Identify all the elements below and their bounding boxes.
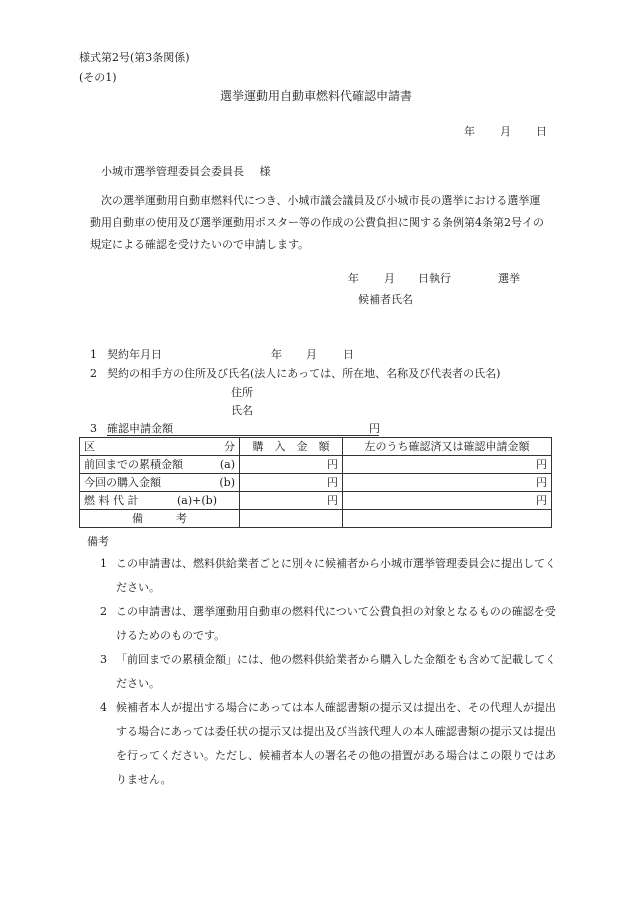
- note-item: [90, 552, 560, 600]
- addressee: [101, 166, 271, 177]
- row-label: 燃 料 代 計: [84, 494, 139, 507]
- item-3-amount-line: [107, 423, 379, 436]
- note-number: 2: [100, 605, 107, 618]
- form-number: 様式第2号(第3条関係): [79, 51, 190, 64]
- date-month: 月: [500, 125, 511, 138]
- note-item: [90, 648, 560, 696]
- addressee-honorific: 様: [259, 165, 271, 178]
- item-3-label: 確認申請金額: [107, 422, 173, 435]
- name-label: 氏名: [231, 404, 253, 417]
- item-1-year: 年: [271, 348, 282, 361]
- notes-section: [87, 532, 560, 792]
- fuel-cost-table: [79, 437, 552, 528]
- election-month: 月: [384, 272, 395, 285]
- note-number: 3: [100, 653, 107, 666]
- confirmed-amount-cell[interactable]: 円: [343, 492, 552, 510]
- row-label: 前回までの累積金額: [84, 458, 183, 471]
- purchase-amount-cell[interactable]: 円: [240, 492, 343, 510]
- note-text: この申請書は、燃料供給業者ごとに別々に候補者から小城市選挙管理委員会に提出してください。: [116, 557, 556, 594]
- table-header-confirmed-amount: 左のうち確認済又は確認申請金額: [343, 438, 552, 456]
- item-1-number: 1: [90, 348, 97, 361]
- row-label-cell: [80, 456, 240, 474]
- header-category-b: 分: [224, 440, 235, 453]
- remarks-row-label: 備 考: [80, 510, 240, 528]
- address-label: 住所: [231, 386, 253, 399]
- item-1-day: 日: [343, 348, 354, 361]
- remarks-cell[interactable]: [343, 510, 552, 528]
- table-row: [80, 492, 552, 510]
- item-3-number: 3: [90, 422, 97, 435]
- item-3-yen: 円: [369, 422, 380, 435]
- notes-heading: 備考: [87, 535, 109, 548]
- note-text: 候補者本人が提出する場合にあっては本人確認書類の提示又は提出を、その代理人が提出する場合にあっては委任状の提示又は提出及び当該代理人の本人確認書類の提示又は提出を行ってください。ただし、候補者本人の署名その他の措置がある場合はこの限りではありません。: [116, 701, 556, 786]
- note-item: [90, 600, 560, 648]
- note-number: 4: [100, 701, 107, 714]
- table-header-category: [80, 438, 240, 456]
- table-row: [80, 474, 552, 492]
- note-text: この申請書は、選挙運動用自動車の燃料代について公費負担の対象となるものの確認を受けるためのものです。: [116, 605, 556, 642]
- request-paragraph: 次の選挙運動用自動車燃料代につき、小城市議会議員及び小城市長の選挙における選挙運動用自動車の使用及び選挙運動用ポスター等の作成の公費負担に関する条例第4条第2号イの規定による確認を受けたいので申請します。: [90, 194, 544, 251]
- date-year: 年: [464, 125, 475, 138]
- addressee-text: 小城市選挙管理委員会委員長: [101, 165, 244, 178]
- item-1-label: 契約年月日: [107, 348, 162, 361]
- purchase-amount-cell[interactable]: 円: [240, 474, 343, 492]
- remarks-cell[interactable]: [240, 510, 343, 528]
- item-1-month: 月: [306, 348, 317, 361]
- header-category-a: 区: [84, 440, 95, 453]
- table-row: [80, 456, 552, 474]
- date-day: 日: [536, 125, 547, 138]
- form-sub-number: (その1): [79, 71, 117, 84]
- note-text: 「前回までの累積金額」には、他の燃料供給業者から購入した金額をも含めて記載してください。: [116, 653, 556, 690]
- row-mark: (b): [219, 476, 235, 489]
- election-day-held: 日執行: [418, 272, 451, 285]
- row-label-cell: [80, 474, 240, 492]
- confirmed-amount-cell[interactable]: 円: [343, 474, 552, 492]
- purchase-amount-cell[interactable]: 円: [240, 456, 343, 474]
- table-remarks-row: [80, 510, 552, 528]
- row-label-cell: [80, 492, 240, 510]
- item-2-number: 2: [90, 367, 97, 380]
- note-number: 1: [100, 557, 107, 570]
- table-header-row: [80, 438, 552, 456]
- note-item: [90, 696, 560, 792]
- election-year: 年: [348, 272, 359, 285]
- document-title: 選挙運動用自動車燃料代確認申請書: [220, 89, 413, 103]
- row-mark: (a)+(b): [177, 494, 217, 507]
- table-header-purchase-amount: 購 入 金 額: [240, 438, 343, 456]
- confirmed-amount-cell[interactable]: 円: [343, 456, 552, 474]
- candidate-name-label: 候補者氏名: [358, 293, 413, 306]
- item-2-label: 契約の相手方の住所及び氏名(法人にあっては、所在地、名称及び代表者の氏名): [107, 367, 501, 380]
- election-type: 選挙: [498, 272, 520, 285]
- row-label: 今回の購入金額: [84, 476, 161, 489]
- row-mark: (a): [219, 458, 235, 471]
